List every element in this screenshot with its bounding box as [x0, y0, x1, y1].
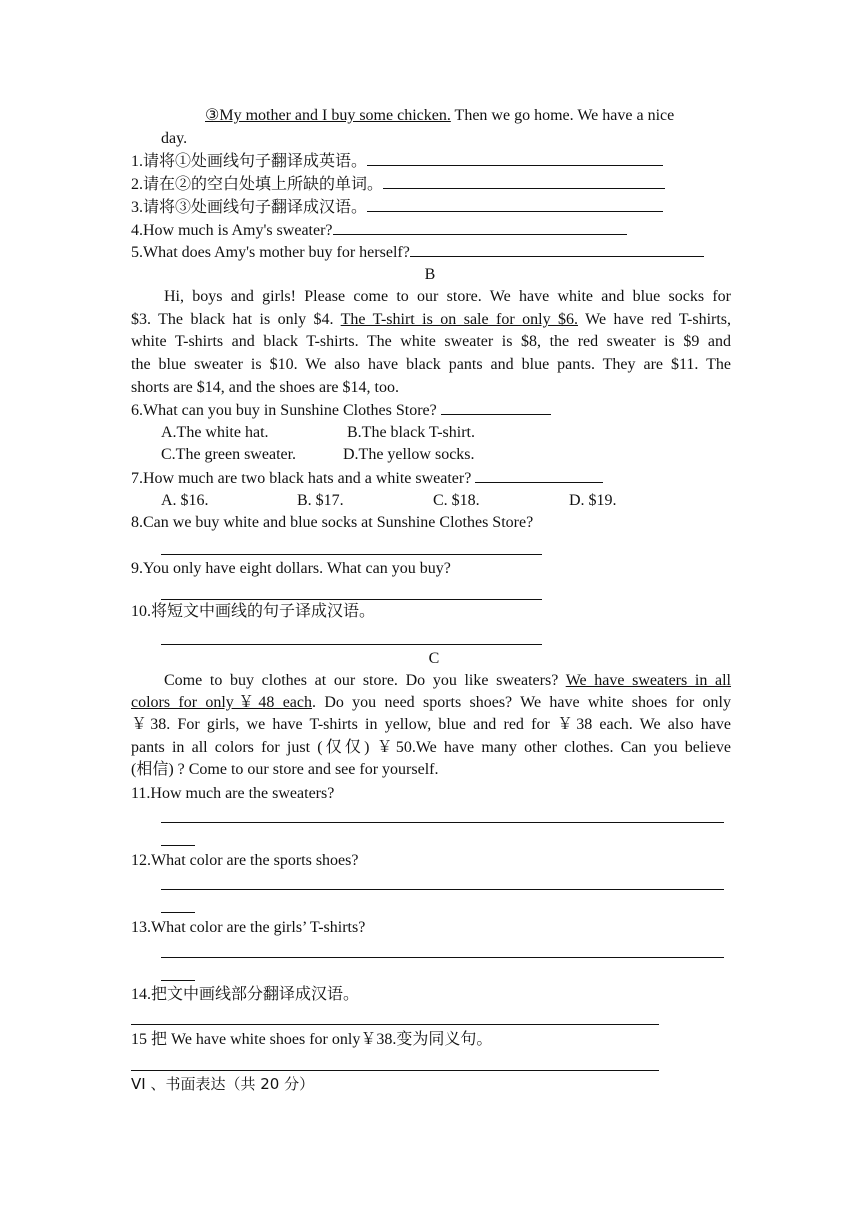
answer-line-continuation[interactable]: [161, 912, 195, 913]
underlined-phrase: colors for only￥48 each: [131, 694, 313, 711]
option-b[interactable]: B.The black T-shirt.: [347, 424, 475, 441]
option-a[interactable]: A. $16.: [161, 492, 209, 509]
question-7-options: [161, 490, 731, 513]
option-a[interactable]: A.The white hat.: [161, 424, 269, 441]
underlined-sentence: The T-shirt is on sale for only $6.: [340, 311, 579, 328]
section-b-passage-line-5: shorts are $14, and the shoes are $14, too.: [131, 379, 399, 396]
section-c-passage-line-2: [131, 692, 731, 715]
answer-blank[interactable]: [333, 219, 627, 235]
answer-line-continuation[interactable]: [161, 845, 195, 846]
section-b-passage-line-2: [131, 309, 731, 332]
question-6-options-row-2: [161, 444, 731, 467]
question-5-text: 5.What does Amy's mother buy for herself?: [131, 244, 410, 261]
question-3-text: 3.请将③处画线句子翻译成汉语。: [131, 199, 368, 216]
question-15: 15 把 We have white shoes for only￥38.变为同义句。: [131, 1031, 493, 1048]
answer-line-continuation[interactable]: [161, 980, 195, 981]
intro-line-2: day.: [161, 130, 188, 147]
question-4: [131, 219, 731, 243]
passage-text: . Do you need sports shoes? We have white shoes for only: [312, 694, 731, 711]
question-14: 14.把文中画线部分翻译成汉语。: [131, 986, 360, 1003]
question-10: 10.将短文中画线的句子译成汉语。: [131, 603, 376, 620]
question-7: [131, 467, 731, 491]
question-8: 8.Can we buy white and blue socks at Sunshine Clothes Store?: [131, 514, 534, 531]
question-5: [131, 241, 731, 265]
option-d[interactable]: D. $19.: [569, 492, 617, 509]
option-c[interactable]: C.The green sweater.: [161, 446, 297, 463]
section-vi-heading: VI 、书面表达（共 20 分）: [131, 1075, 315, 1093]
answer-line[interactable]: [161, 822, 724, 823]
question-1-text: 1.请将①处画线句子翻译成英语。: [131, 153, 368, 170]
answer-line[interactable]: [131, 1070, 659, 1071]
section-b-passage-line-4: the blue sweater is $10. We also have black pants and blue pants. They are $11. The: [131, 356, 731, 373]
option-b[interactable]: B. $17.: [297, 492, 344, 509]
answer-line[interactable]: [161, 554, 542, 555]
question-11: 11.How much are the sweaters?: [131, 785, 335, 802]
answer-line[interactable]: [161, 889, 724, 890]
section-c-passage-line-5: (相信) ? Come to our store and see for yourself.: [131, 761, 439, 778]
answer-line[interactable]: [161, 957, 724, 958]
answer-blank[interactable]: [383, 173, 665, 189]
answer-blank[interactable]: [367, 150, 663, 166]
section-c-passage-line-1: [131, 670, 731, 693]
section-b-passage-line-1: Hi, boys and girls! Please come to our store. We have white and blue socks for: [164, 288, 731, 305]
section-b-passage-line-3: white T-shirts and black T-shirts. The white sweater is $8, the red sweater is $9 and: [131, 333, 731, 350]
answer-line[interactable]: [131, 1024, 659, 1025]
option-c[interactable]: C. $18.: [433, 492, 480, 509]
question-9: 9.You only have eight dollars. What can you buy?: [131, 560, 451, 577]
question-2: [131, 173, 731, 197]
question-6-options-row-1: [161, 422, 731, 445]
intro-line-1: [205, 105, 731, 128]
intro-underlined-sentence: ③My mother and I buy some chicken.: [205, 107, 451, 124]
answer-blank[interactable]: [475, 467, 603, 483]
question-6: [131, 399, 731, 423]
option-d[interactable]: D.The yellow socks.: [343, 446, 475, 463]
section-c-passage-line-4: pants in all colors for just (仅仅) ￥50.We have many other clothes. Can you believe: [131, 739, 731, 756]
answer-line[interactable]: [161, 644, 542, 645]
underlined-phrase: We have sweaters in all: [565, 672, 732, 689]
answer-blank[interactable]: [441, 399, 551, 415]
question-3: [131, 196, 731, 220]
passage-text: Come to buy clothes at our store. Do you like sweaters?: [164, 672, 566, 689]
answer-blank[interactable]: [367, 196, 663, 212]
passage-text: $3. The black hat is only $4.: [131, 311, 341, 328]
question-6-text: 6.What can you buy in Sunshine Clothes Store?: [131, 402, 437, 419]
section-b-title: B: [424, 266, 436, 283]
passage-text: We have red T-shirts,: [578, 311, 732, 328]
question-4-text: 4.How much is Amy's sweater?: [131, 222, 333, 239]
answer-blank[interactable]: [410, 241, 704, 257]
question-1: [131, 150, 731, 174]
question-7-text: 7.How much are two black hats and a white sweater?: [131, 470, 472, 487]
section-c-title: C: [428, 650, 440, 667]
question-12: 12.What color are the sports shoes?: [131, 852, 359, 869]
intro-line-1-rest: Then we go home. We have a nice: [450, 107, 675, 124]
answer-line[interactable]: [161, 599, 542, 600]
question-2-text: 2.请在②的空白处填上所缺的单词。: [131, 176, 384, 193]
section-c-passage-line-3: ￥38. For girls, we have T-shirts in yellow, blue and red for ￥38 each. We also have: [131, 716, 731, 733]
question-13: 13.What color are the girls’ T-shirts?: [131, 919, 366, 936]
